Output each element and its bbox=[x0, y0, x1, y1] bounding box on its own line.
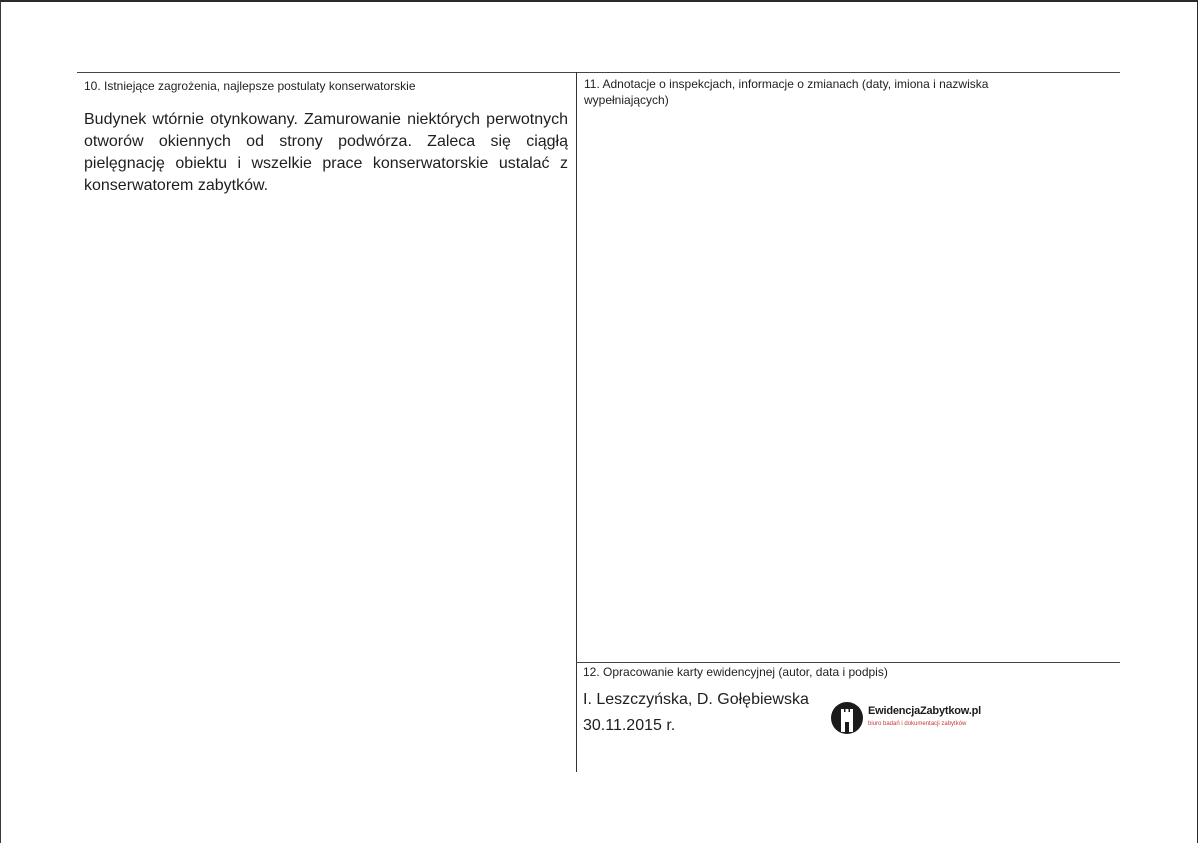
logo-subtitle: biuro badań i dokumentacji zabytków bbox=[868, 721, 967, 727]
section11-label: 11. Adnotacje o inspekcjach, informacje o zmianach (daty, imiona i nazwiska wypełniających) bbox=[584, 77, 989, 107]
section12-label: 12. Opracowanie karty ewidencyjnej (autor, data i podpis) bbox=[583, 665, 888, 679]
column-divider bbox=[576, 72, 577, 772]
section10-label: 10. Istniejące zagrożenia, najlepsze postulaty konserwatorskie bbox=[84, 79, 416, 93]
date: 30.11.2015 r. bbox=[583, 717, 676, 734]
company-logo bbox=[830, 700, 1000, 736]
authors: I. Leszczyńska, D. Gołębiewska bbox=[583, 691, 809, 708]
section12-top-rule bbox=[576, 662, 1120, 663]
castle-logo-icon bbox=[830, 700, 864, 736]
section10-top-rule bbox=[77, 72, 577, 73]
section11-top-rule bbox=[576, 72, 1120, 73]
section10-text: Budynek wtórnie otynkowany. Zamurowanie niektórych perwotnych otworów okiennych od strony podwórza. Zaleca się ciągłą pielęgnację obiektu i wszelkie prace konserwatorskie ustalać z konserwatorem zabytków. bbox=[84, 111, 568, 194]
logo-title: EwidencjaZabytkow.pl bbox=[868, 705, 981, 717]
